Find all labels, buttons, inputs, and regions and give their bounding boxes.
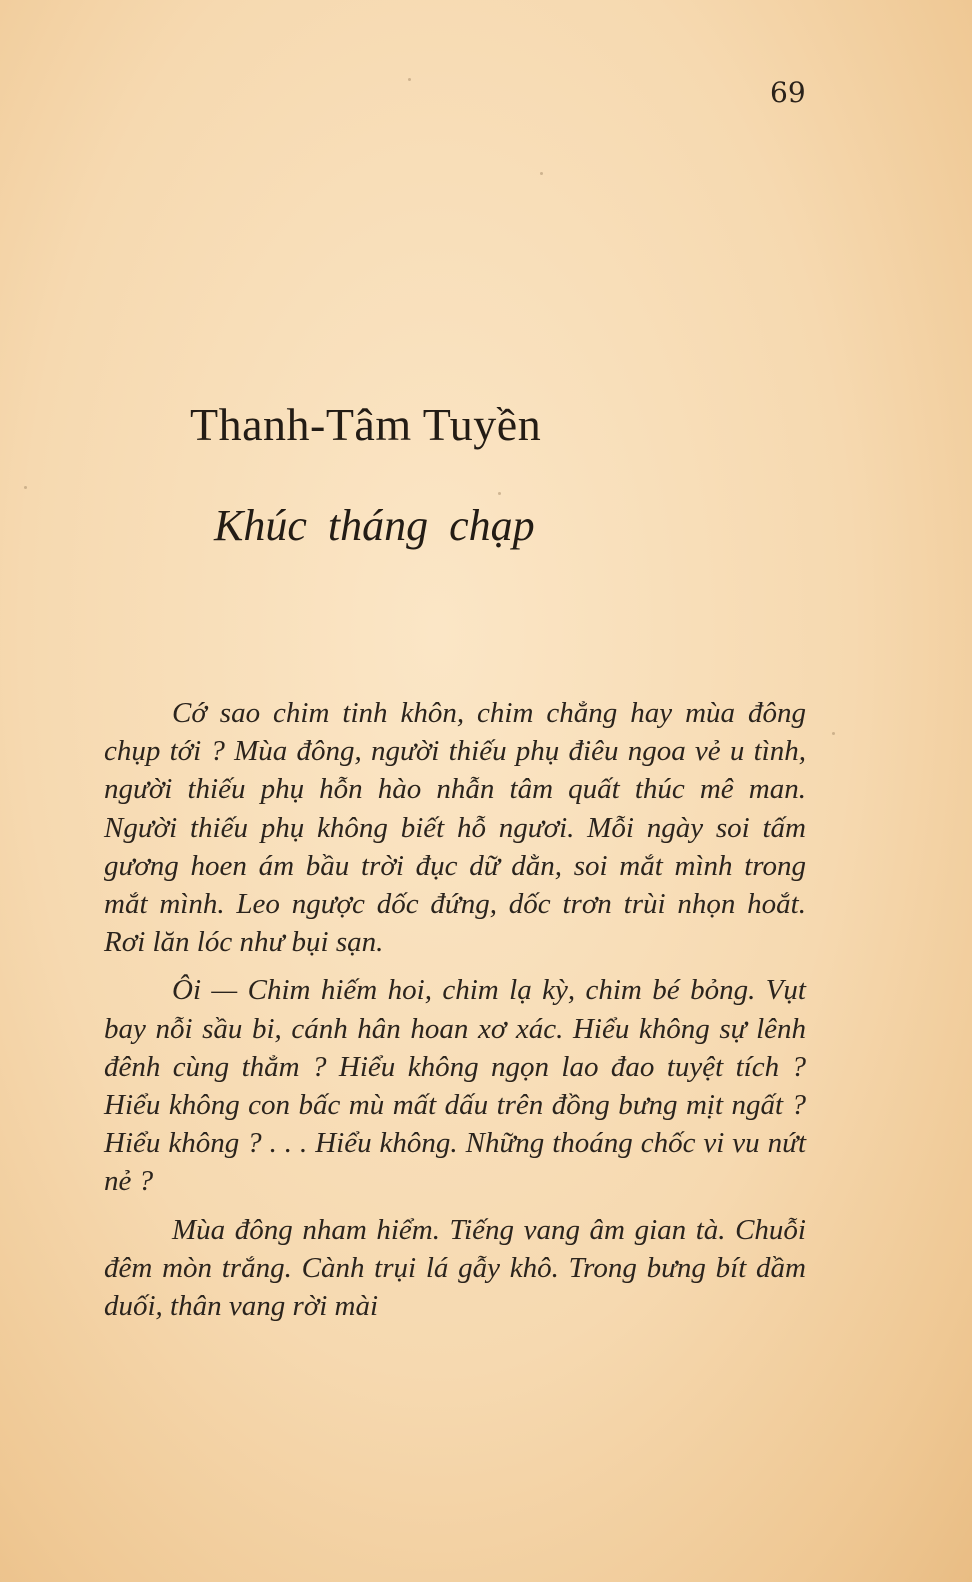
page-number: 69 <box>770 76 806 109</box>
paragraph-1: Cớ sao chim tinh khôn, chim chẳng hay mùa đông chụp tới ? Mùa đông, người thiếu phụ điêu ngoa vẻ u tình, người thiếu phụ hỗn hào nhẫn tâm quất thúc mê man. Người thiếu phụ không biết hỗ ngươi. Mỗi ngày soi tấm gương hoen ám bầu trời đục dữ dằn, soi mắt mình trong mắt mình. Leo ngược dốc đứng, dốc trơn trùi nhọn hoắt. Rơi lăn lóc như bụi sạn. <box>104 697 806 959</box>
author-name: Thanh-Tâm Tuyền <box>190 399 542 450</box>
paper-speck <box>408 78 411 81</box>
paragraph-3: Mùa đông nham hiểm. Tiếng vang âm gian tà. Chuỗi đêm mòn trắng. Cành trụi lá gẫy khô. Trong bưng bít dầm duối, thân vang rời mài <box>104 1213 806 1323</box>
paper-speck <box>540 172 543 175</box>
paper-speck <box>832 732 835 735</box>
paper-speck <box>498 492 501 495</box>
paragraph-2: Ôi — Chim hiếm hoi, chim lạ kỳ, chim bé bỏng. Vụt bay nỗi sầu bi, cánh hân hoan xơ xác. Hiểu không sự lênh đênh cùng thẳm ? Hiểu không ngọn lao đao tuyệt tích ? Hiểu không con bấc mù mất dấu trên đồng bưng mịt ngất ? Hiểu không ? . . . Hiểu không. Những thoáng chốc vi vu nứt nẻ ? <box>104 974 806 1198</box>
poem-body <box>104 694 806 1325</box>
paper-speck <box>24 486 27 489</box>
poem-title: Khúc tháng chạp <box>214 501 535 550</box>
